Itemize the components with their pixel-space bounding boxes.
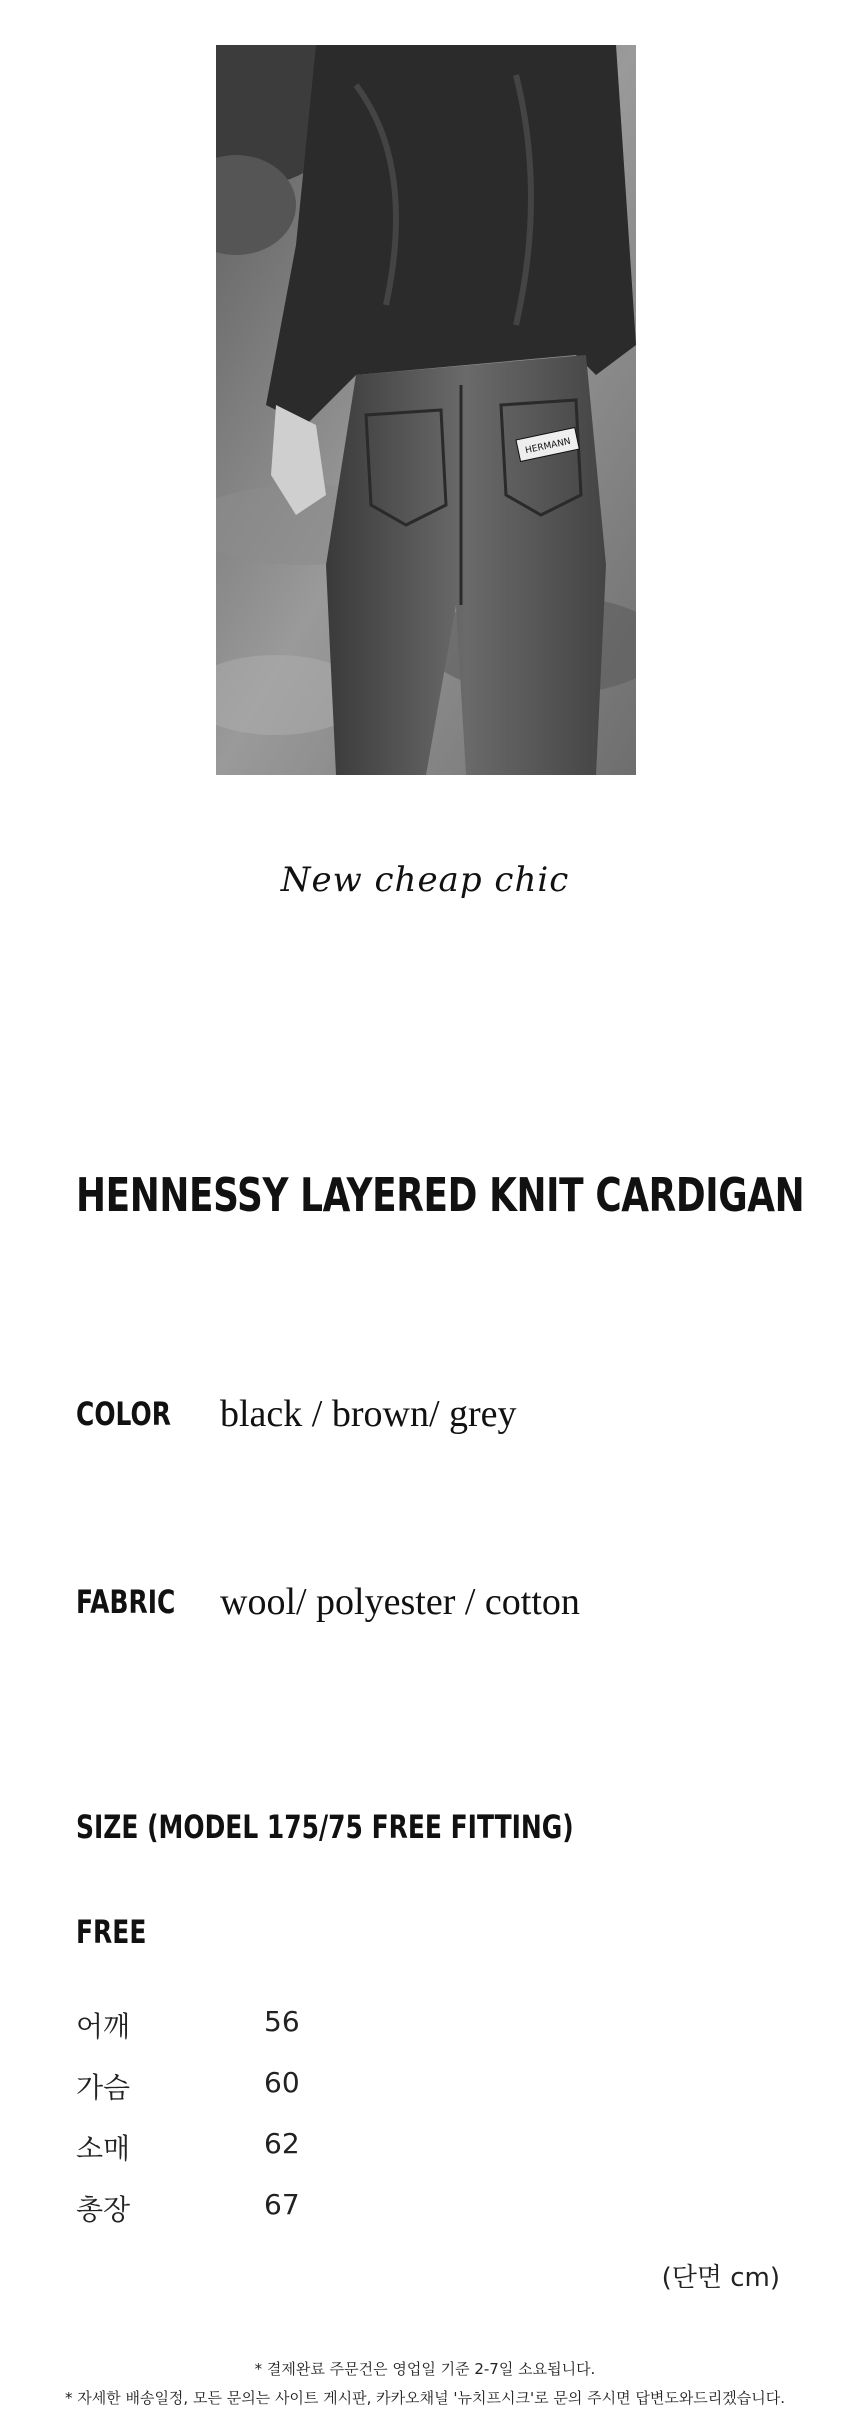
product-title: HENNESSY LAYERED KNIT CARDIGAN [76, 1168, 805, 1222]
pocket-label: HERMANN [524, 436, 572, 457]
contact-notice: * 자세한 배송일정, 모든 문의는 사이트 게시판, 카카오채널 '뉴치프시크'로 문의 주시면 답변도와드리겠습니다. [64, 2389, 786, 2407]
measurement-label: 총장 [76, 2193, 131, 2226]
measurement-value: 67 [264, 2188, 300, 2221]
color-label: COLOR [76, 1395, 171, 1433]
fabric-label: FABRIC [76, 1583, 176, 1621]
fabric-value: wool/ polyester / cotton [220, 1581, 580, 1623]
processing-notice: * 결제완료 주문건은 영업일 기준 2-7일 소요됩니다. [254, 2360, 596, 2378]
size-option-free: FREE [76, 1913, 147, 1951]
unit-note: (단면 cm) [661, 2263, 780, 2293]
product-photo [216, 45, 636, 775]
measurement-value: 56 [264, 2005, 300, 2038]
size-heading: SIZE (MODEL 175/75 FREE FITTING) [76, 1808, 574, 1846]
measurement-value: 62 [264, 2127, 300, 2160]
measurement-label: 소매 [76, 2132, 131, 2165]
measurement-label: 가슴 [76, 2071, 131, 2104]
measurement-label: 어깨 [76, 2010, 131, 2043]
color-value: black / brown/ grey [220, 1393, 517, 1435]
brand-tagline: New cheap chic [280, 860, 570, 900]
measurement-value: 60 [264, 2066, 300, 2099]
